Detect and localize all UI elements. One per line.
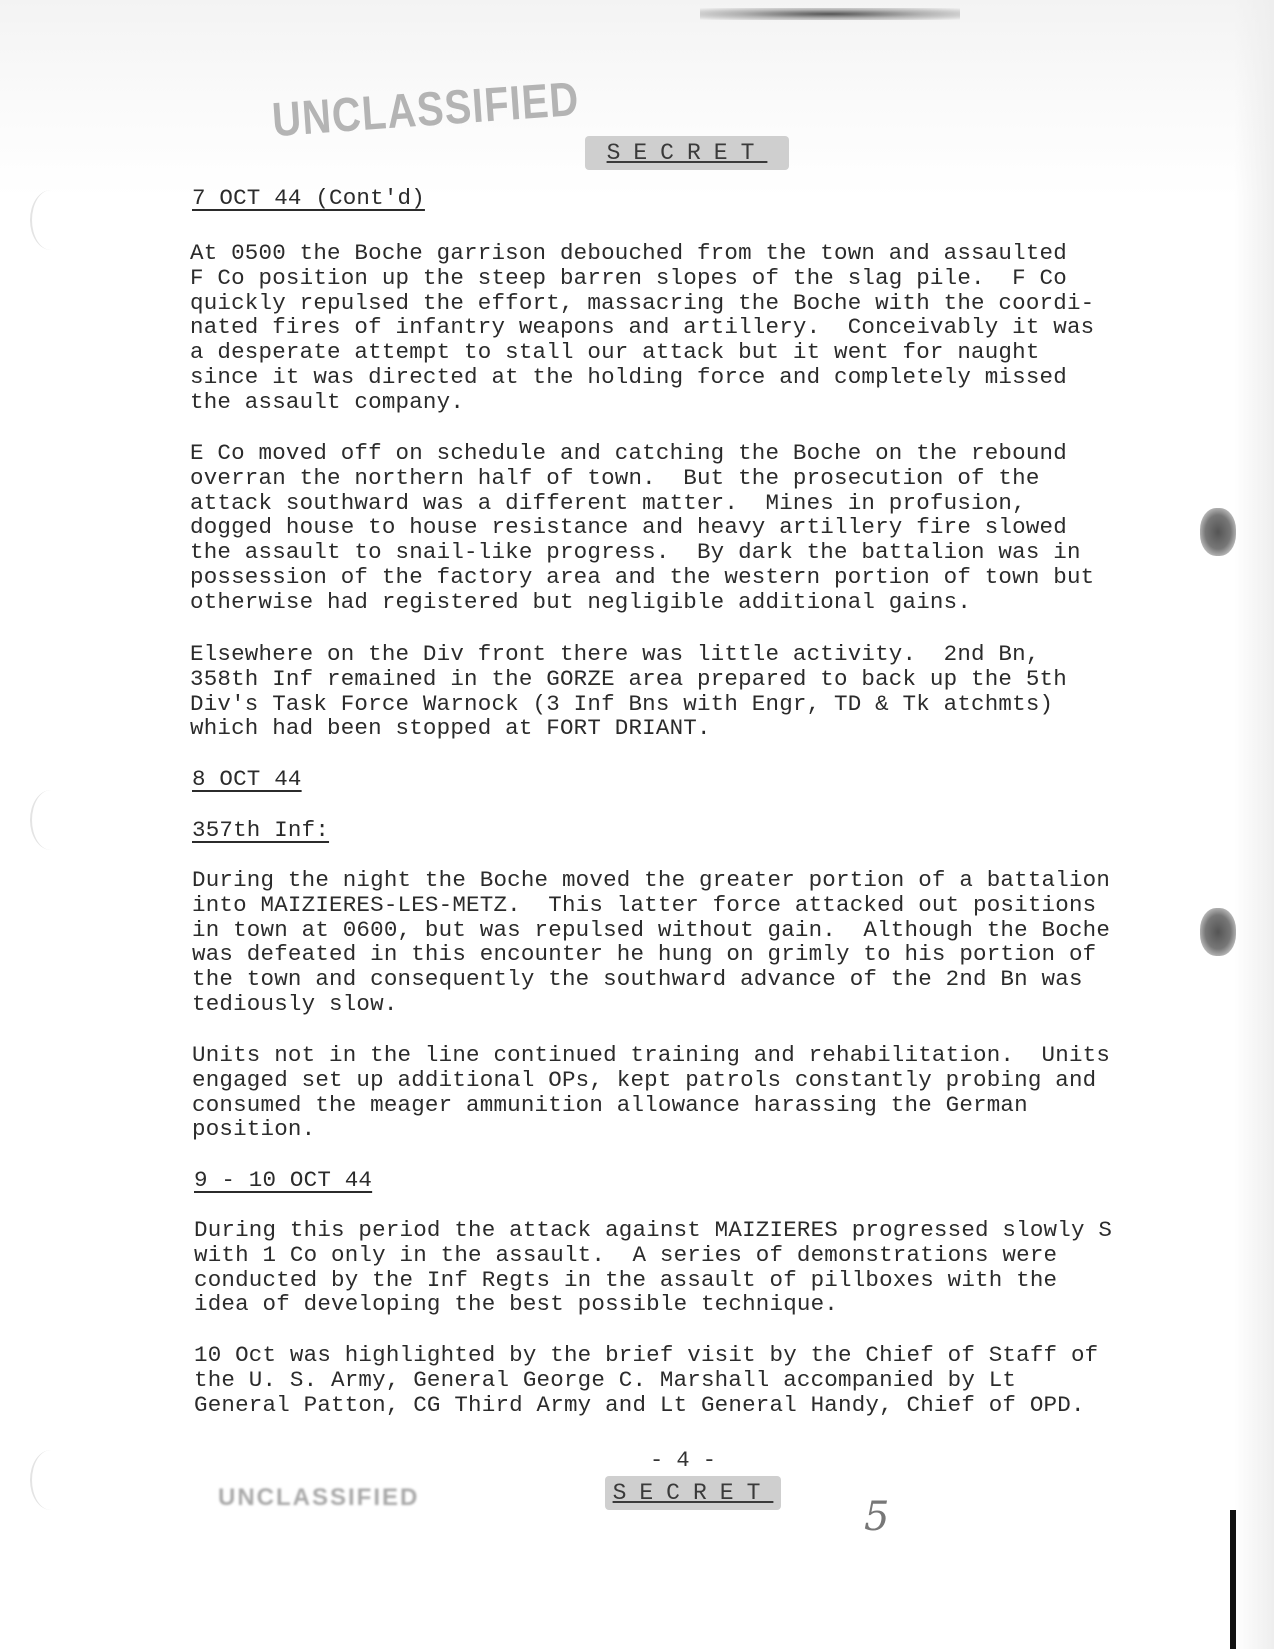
subheading-357th-inf: 357th Inf: xyxy=(192,817,330,843)
section-heading-7-oct: 7 OCT 44 (Cont'd) xyxy=(192,185,425,211)
ink-blot xyxy=(1200,908,1236,956)
paragraph: Units not in the line continued training and rehabilitation. Units engaged set up additional OPs, kept patrols constantly probing and consumed the meager ammunition allowance harassing the German position. xyxy=(192,1042,1111,1143)
section-heading-9-10-oct: 9 - 10 OCT 44 xyxy=(194,1167,373,1193)
punch-hole-mark xyxy=(30,1450,72,1510)
unclassified-stamp-top: UNCLASSIFIED xyxy=(270,72,582,147)
page-number: - 4 - xyxy=(650,1448,717,1473)
paragraph: E Co moved off on schedule and catching the Boche on the rebound overran the northern half of town. But the prosecution of the attack southward was a different matter. Mines in profusion, dogged house to house resistance and heavy artillery fire slowed the assault to snail-like progress. By dark the battalion was in possession of the factory area and the western portion of town but otherwise had registered but negligible additional gains. xyxy=(190,440,1095,615)
page-edge-bar xyxy=(1230,1510,1236,1649)
section-heading-8-oct: 8 OCT 44 xyxy=(192,766,302,792)
paragraph: 10 Oct was highlighted by the brief visit by the Chief of Staff of the U. S. Army, General George C. Marshall accompanied by Lt General Patton, CG Third Army and Lt General Handy, Chief of OPD. xyxy=(194,1342,1099,1418)
paragraph: During this period the attack against MAIZIERES progressed slowly S with 1 Co only in the assault. A series of demonstrations were conducted by the Inf Regts in the assault of pillboxes with the idea of developing the best possible technique. xyxy=(194,1217,1113,1318)
handwritten-page-number: 5 xyxy=(864,1494,890,1540)
paragraph: Elsewhere on the Div front there was little activity. 2nd Bn, 358th Inf remained in the GORZE area prepared to back up the 5th Div's Task Force Warnock (3 Inf Bns with Engr, TD & Tk atchmts) which had been stopped at FORT DRIANT. xyxy=(190,641,1067,742)
secret-stamp-bottom: SECRET xyxy=(605,1476,781,1510)
scan-smudge xyxy=(700,8,960,20)
paragraph: During the night the Boche moved the greater portion of a battalion into MAIZIERES-LES-METZ. This latter force attacked out positions in town at 0600, but was repulsed without gain. Although the Boche was defeated in this encounter he hung on grimly to his portion of the town and consequently the southward advance of the 2nd Bn was tediously slow. xyxy=(192,867,1111,1017)
secret-stamp-top: SECRET xyxy=(585,136,789,170)
unclassified-stamp-bottom: UNCLASSIFIED xyxy=(218,1484,420,1511)
page-edge-shadow xyxy=(1234,0,1274,1649)
punch-hole-mark xyxy=(30,190,72,250)
ink-blot xyxy=(1200,508,1236,556)
paragraph: At 0500 the Boche garrison debouched from the town and assaulted F Co position up the steep barren slopes of the slag pile. F Co quickly repulsed the effort, massacring the Boche with the coordi- nated fires of infantry weapons and artillery. Conceivably it was a desperate attempt to stall our attack but it went for naught since it was directed at the holding force and completely missed the assault company. xyxy=(190,240,1095,415)
punch-hole-mark xyxy=(30,790,72,850)
